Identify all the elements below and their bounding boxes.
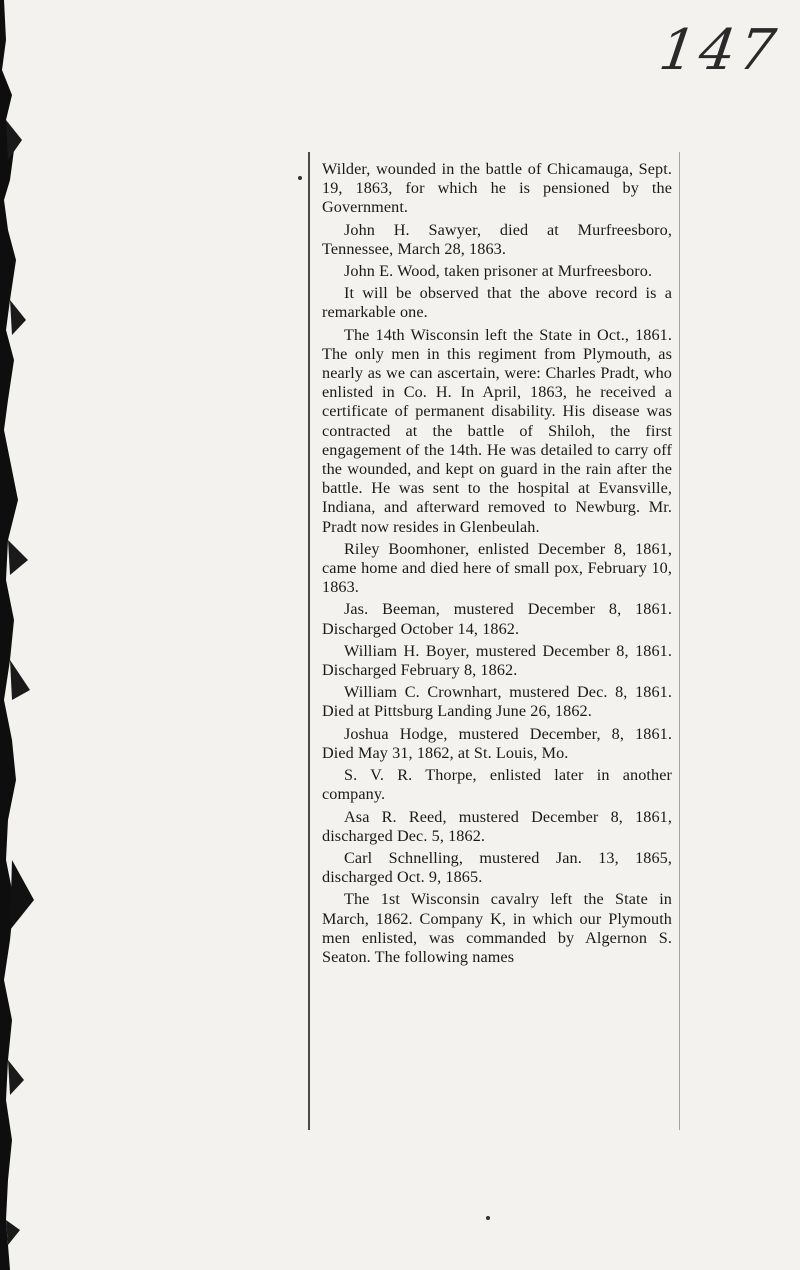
paragraph: Joshua Hodge, mustered December, 8, 1861. Died May 31, 1862, at St. Louis, Mo. [322,724,672,762]
paragraph: It will be observed that the above record is a remarkable one. [322,284,672,322]
paragraph: William H. Boyer, mustered December 8, 1861. Discharged February 8, 1862. [322,641,672,680]
paragraph: S. V. R. Thorpe, enlisted later in another company. [322,766,672,804]
paragraph: John E. Wood, taken prisoner at Murfreesboro. [344,262,653,281]
torn-left-edge [0,0,40,1270]
ink-speck [486,1216,490,1220]
paragraph: Wilder, wounded in the battle of Chicamauga, Sept. 19, 1863, for which he is pensioned by the Government. [322,160,672,217]
clipping-right-edge [679,152,680,1130]
paragraph: Asa R. Reed, mustered December 8, 1861, discharged Dec. 5, 1862. [322,807,672,845]
newspaper-clipping [308,152,680,1130]
paragraph: Jas. Beeman, mustered December 8, 1861. Discharged October 14, 1862. [322,600,672,638]
paragraph: The 14th Wisconsin left the State in Oct., 1861. The only men in this regiment from Plymouth, as nearly as we can ascertain, were: Charles Pradt, who enlisted in Co. H. In April, 1863, he received a certificate of permanent disability. His disease was contracted at the battle of Shiloh, the first engagement of the 14th. He was detailed to carry off the wounded, and kept on guard in the rain after the battle. He was sent to the hospital at Evansville, Indiana, and afterward removed to Newburg. Mr. Pradt now resides in Glenbeulah. [322,325,672,536]
clipping-left-edge [308,152,318,1130]
paragraph: William C. Crownhart, mustered Dec. 8, 1861. Died at Pittsburg Landing June 26, 1862. [322,683,672,721]
clipping-text [322,160,672,970]
page-number: 147 [655,18,784,83]
paragraph: Riley Boomhoner, enlisted December 8, 1861, came home and died here of small pox, February 10, 1863. [322,539,672,597]
paragraph: The 1st Wisconsin cavalry left the State in March, 1862. Company K, in which our Plymouth men enlisted, was commanded by Algernon S. Seaton. The following names [322,890,672,966]
paragraph: John H. Sawyer, died at Murfreesboro, Tennessee, March 28, 1863. [322,220,672,258]
ink-speck [298,176,302,180]
paragraph: Carl Schnelling, mustered Jan. 13, 1865, discharged Oct. 9, 1865. [322,848,672,887]
